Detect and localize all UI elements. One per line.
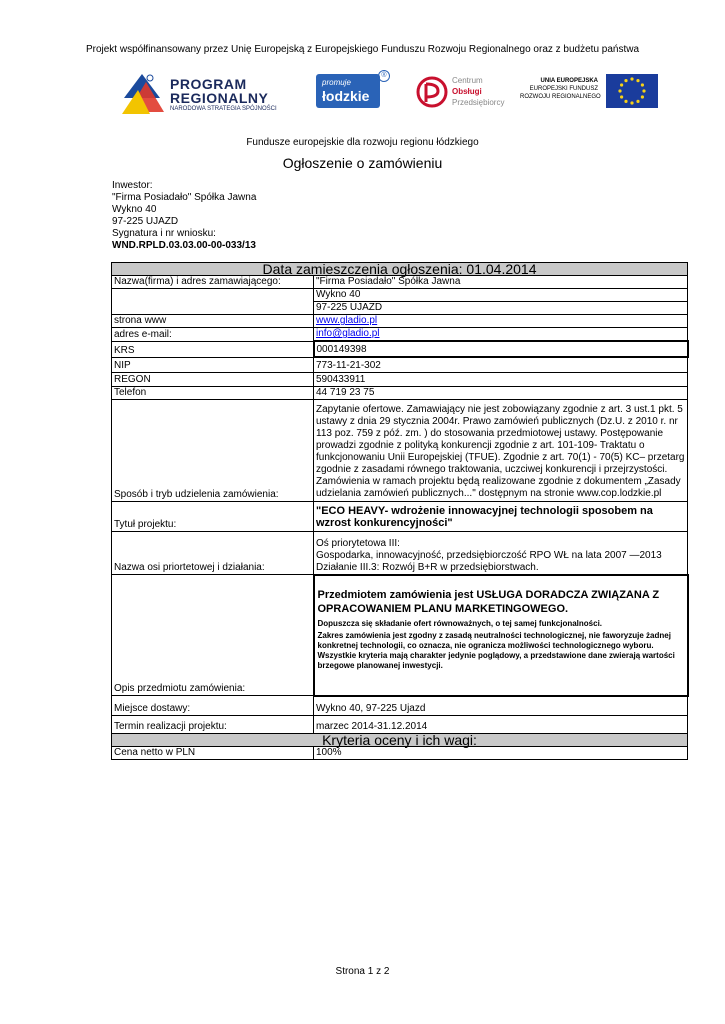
investor-street: Wykno 40	[112, 204, 157, 215]
subject-label: Opis przedmiotu zamówienia:	[112, 575, 314, 696]
table-row	[112, 276, 688, 289]
criteria-header: Kryteria oceny i ich wagi:	[112, 734, 688, 747]
krs-value: 000149398	[314, 341, 688, 357]
program-regionalny-logo	[120, 68, 300, 116]
name-value: "Firma Posiadało" Spółka Jawna	[314, 276, 688, 289]
delivery-value: Wykno 40, 97-225 Ujazd	[314, 696, 688, 716]
investor-city: 97-225 UJAZD	[112, 216, 179, 227]
table-row	[112, 341, 688, 357]
email-link[interactable]: info@gladio.pl	[316, 328, 380, 339]
table-row	[112, 289, 688, 302]
table-row	[112, 531, 688, 575]
email-cell	[314, 328, 688, 342]
cop-line2: Obsługi	[452, 87, 482, 96]
table-row	[112, 575, 688, 696]
pr-line3: NARODOWA STRATEGIA SPÓJNOŚCI	[170, 106, 277, 112]
axis-label: Nazwa osi priortetowej i działania:	[112, 531, 314, 575]
street-value: Wykno 40	[314, 289, 688, 302]
city-value: 97-225 UJAZD	[314, 302, 688, 315]
www-cell	[314, 315, 688, 328]
page-title: Ogłoszenie o zamówieniu	[282, 155, 443, 171]
project-label: Tytuł projektu:	[112, 501, 314, 531]
eu-line1: UNIA EUROPEJSKA	[540, 78, 598, 84]
table-row	[112, 399, 688, 501]
page-footer: Strona 1 z 2	[335, 966, 390, 977]
subtitle: Fundusze europejskie dla rozwoju regionu łódzkiego	[246, 137, 479, 148]
project-value: "ECO HEAVY- wdrożenie innowacyjnej technologii sposobem na wzrost konkurencyjności"	[314, 501, 688, 531]
nip-label: NIP	[112, 357, 314, 372]
pr-line1: PROGRAM	[170, 76, 247, 92]
regon-value: 590433911	[314, 372, 688, 386]
lodzkie-logo	[316, 70, 394, 110]
investor-label: Inwestor:	[112, 180, 153, 191]
registered-mark-icon: ®	[378, 70, 390, 82]
subject-main: Przedmiotem zamówienia jest USŁUGA DORADCZA ZWIĄZANA Z OPRACOWANIEM PLANU MARKETINGOWEGO.	[317, 588, 660, 615]
table-row	[112, 747, 688, 760]
logo-strip	[120, 68, 660, 116]
eu-line2: EUROPEJSKI FUNDUSZ	[529, 86, 598, 92]
cop-logo	[416, 72, 512, 112]
cop-line1: Centrum	[452, 76, 483, 85]
axis-cell	[314, 531, 688, 575]
name-label: Nazwa(firma) i adres zamawiającego:	[112, 276, 314, 289]
email-label: adres e-mail:	[112, 328, 314, 342]
eu-logo	[520, 74, 660, 110]
investor-ref-label: Sygnatura i nr wniosku:	[112, 228, 216, 239]
lodzkie-line2: łodzkie	[322, 88, 370, 104]
eu-line3: ROZWOJU REGIONALNEGO	[520, 94, 601, 100]
table-row	[112, 372, 688, 386]
date-header: Data zamieszczenia ogłoszenia: 01.04.2014	[112, 263, 688, 276]
subject-note2: Zakres zamówienia jest zgodny z zasadą neutralności technologicznej, nie faworyzuje żadnej konkretnej technologii, co oznacza, nie ogranicza możliwości technologicznego wyboru. Wszystkie kryteria mają charakter jedynie poglądowy, a przedstawione dane zwierają wartości brzegowe planowanej inwestycji.	[317, 630, 675, 670]
price-value: 100%	[314, 747, 688, 760]
term-value: marzec 2014-31.12.2014	[314, 716, 688, 734]
tel-label: Telefon	[112, 386, 314, 399]
empty-cell	[112, 302, 314, 315]
subject-note1: Dopuszcza się składanie ofert równoważnych, o tej samej funkcjonalności.	[317, 618, 603, 628]
tel-value: 44 719 23 75	[314, 386, 688, 399]
criteria-header-row	[112, 734, 688, 747]
delivery-label: Miejsce dostawy:	[112, 696, 314, 716]
eu-flag-icon	[606, 74, 658, 108]
axis-line3: Działanie III.3: Rozwój B+R w przedsiębiorstwach.	[316, 561, 539, 573]
mode-label: Sposób i tryb udzielenia zamówienia:	[112, 399, 314, 501]
axis-line2: Gospodarka, innowacyjność, przedsiębiorczość RPO WŁ na lata 2007 —2013	[316, 549, 662, 561]
notice-table	[111, 262, 689, 760]
www-label: strona www	[112, 315, 314, 328]
table-row	[112, 328, 688, 342]
table-row	[112, 386, 688, 399]
investor-name: "Firma Posiadało" Spółka Jawna	[112, 192, 257, 203]
table-row	[112, 696, 688, 716]
cofinance-line: Projekt współfinansowany przez Unię Europejską z Europejskiego Funduszu Rozwoju Regionalnego oraz z budżetu państwa	[85, 44, 640, 55]
investor-ref: WND.RPLD.03.03.00-00-033/13	[112, 240, 256, 251]
table-row	[112, 357, 688, 372]
mode-value: Zapytanie ofertowe. Zamawiający nie jest zobowiązany zgodnie z art. 3 ust.1 pkt. 5 ustawy z dnia 29 stycznia 2004r. Prawo zamówień publicznych (Dz.U. z 2010 r. nr 113 poz. 759 z póź. zm. ) do stosowania przedmiotowej ustawy. Postępowanie prowadzi zgodnie z polityką konkurencji zgodnie z art. 101-109- Traktatu o funkcjonowaniu Unii Europejskiej (TFUE). Zgodnie z art. 70(1) - 70(5) KC– przetarg zgodnie z zasadami równego traktowania, uczciwej konkurencji i przejrzystości. Zamówienia w ramach projektu będą realizowane zgodnie z dokumentem „Zasady udzielania zamówień publicznych..." dostępnym na stronie www.cop.lodzkie.pl	[314, 399, 688, 501]
table-row	[112, 716, 688, 734]
table-row	[112, 315, 688, 328]
nip-value: 773-11-21-302	[314, 357, 688, 372]
table-row	[112, 302, 688, 315]
www-link[interactable]: www.gladio.pl	[316, 315, 378, 326]
cop-line3: Przedsiębiorcy	[452, 98, 505, 107]
price-label: Cena netto w PLN	[112, 747, 314, 760]
date-header-row	[112, 263, 688, 276]
axis-line1: Oś priorytetowa III:	[316, 537, 400, 549]
lodzkie-line1: promuje	[322, 78, 351, 87]
krs-label: KRS	[112, 341, 314, 357]
investor-block	[112, 180, 256, 252]
regon-label: REGON	[112, 372, 314, 386]
pr-line2: REGIONALNY	[170, 90, 269, 106]
empty-cell	[112, 289, 314, 302]
subject-cell	[314, 575, 688, 696]
table-row	[112, 501, 688, 531]
term-label: Termin realizacji projektu:	[112, 716, 314, 734]
